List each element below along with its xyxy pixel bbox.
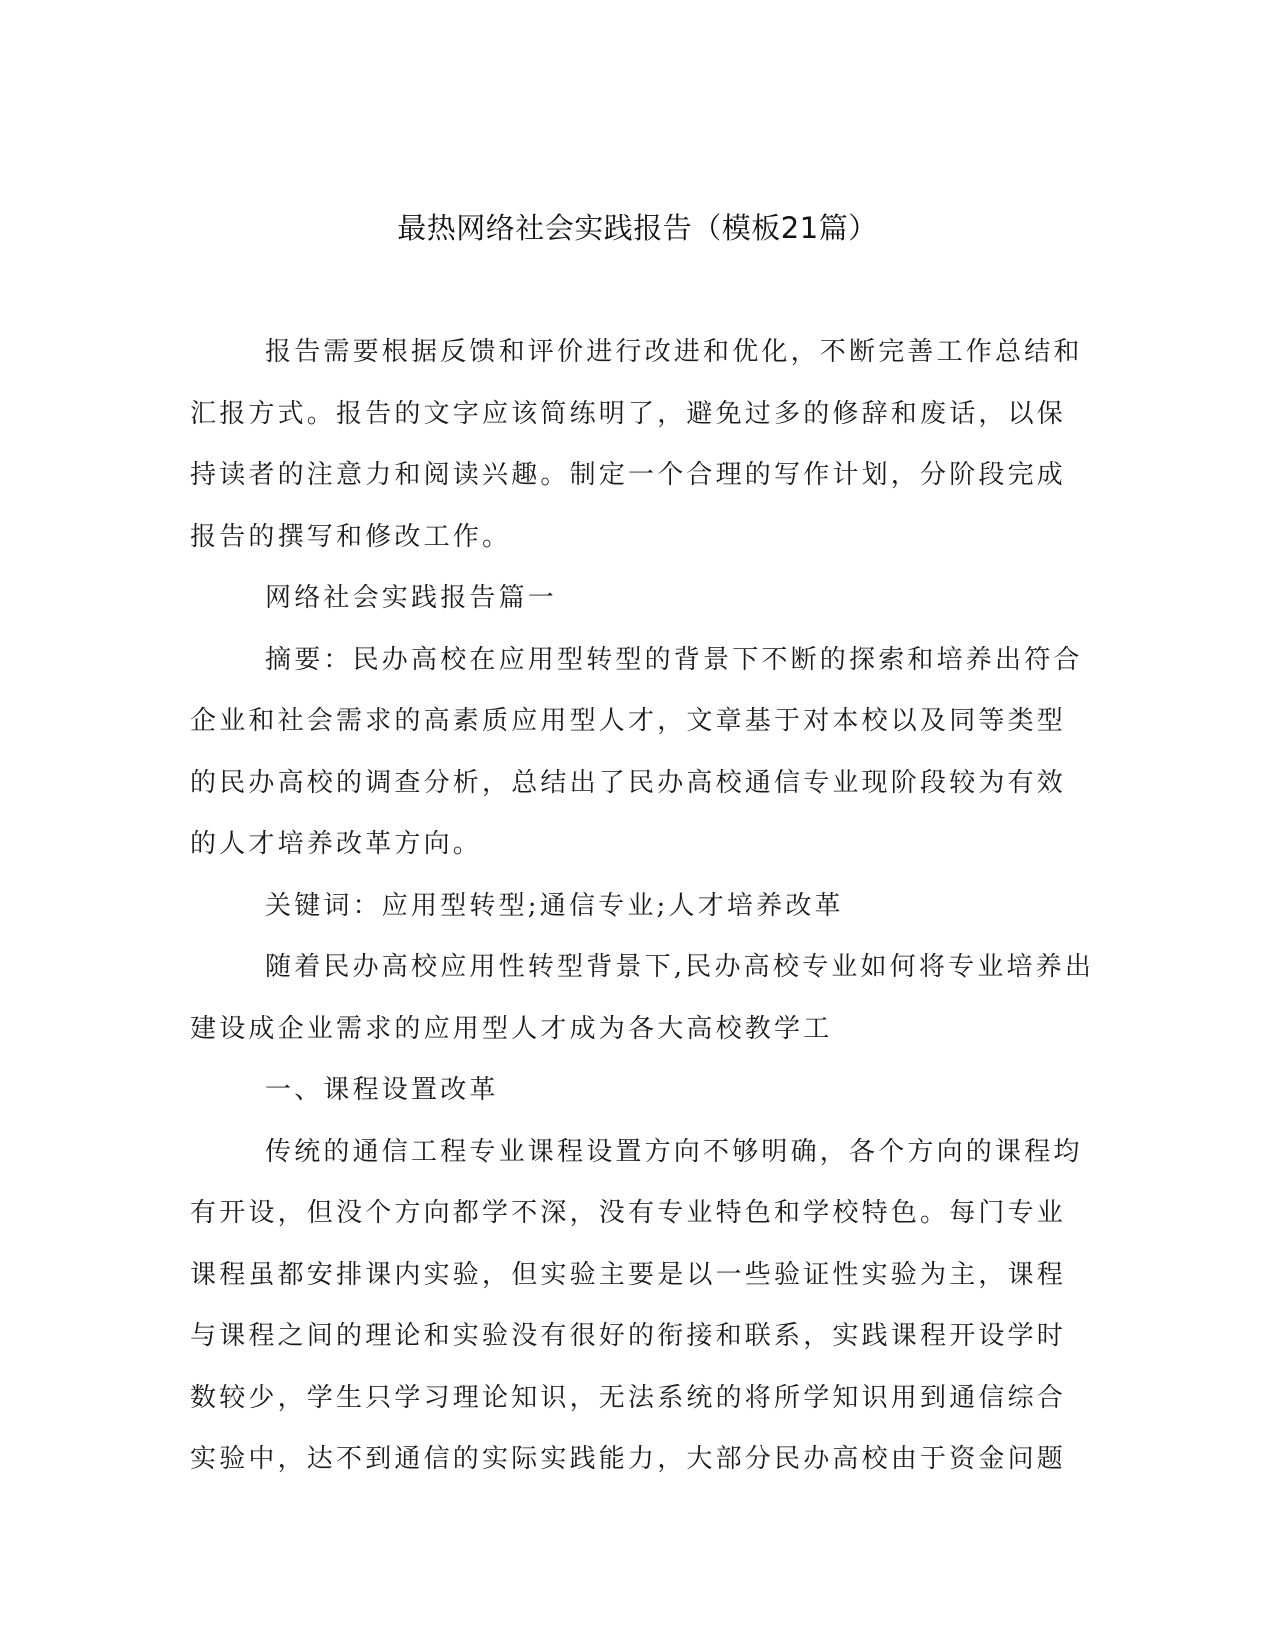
text-line: 汇报方式。报告的文字应该简练明了，避免过多的修辞和废话，以保 — [190, 398, 1067, 429]
document-title: 最热网络社会实践报告（模板21篇） — [397, 211, 878, 245]
text-line: 与课程之间的理论和实验没有很好的衔接和联系，实践课程开设学时 — [190, 1321, 1067, 1351]
text-line: 报告的撰写和修改工作。 — [190, 521, 512, 552]
section-heading — [190, 568, 1095, 630]
text-line: 实验中，达不到通信的实际实践能力，大部分民办高校由于资金问题 — [190, 1444, 1067, 1474]
text-line: 报告需要根据反馈和评价进行改进和优化，不断完善工作总结和 — [265, 337, 1083, 367]
paragraph — [190, 937, 1095, 1060]
text-line: 摘要：民办高校在应用型转型的背景下不断的探索和培养出符合 — [265, 644, 1083, 675]
text-line: 建设成企业需求的应用型人才成为各大高校教学工 — [190, 1013, 833, 1044]
text-line: 课程虽都安排课内实验，但实验主要是以一些验证性实验为主，课程 — [190, 1259, 1067, 1290]
text-line: 企业和社会需求的高素质应用型人才，文章基于对本校以及同等类型 — [190, 706, 1067, 736]
text-line: 网络社会实践报告篇一 — [265, 583, 558, 613]
text-line: 一、课程设置改革 — [265, 1075, 499, 1105]
text-line: 有开设，但没个方向都学不深，没有专业特色和学校特色。每门专业 — [190, 1198, 1067, 1228]
text-line: 持读者的注意力和阅读兴趣。制定一个合理的写作计划，分阶段完成 — [190, 460, 1067, 490]
paragraph — [190, 322, 1095, 568]
text-line: 的民办高校的调查分析，总结出了民办高校通信专业现阶段较为有效 — [190, 767, 1067, 798]
text-line: 数较少，学生只学习理论知识，无法系统的将所学知识用到通信综合 — [190, 1382, 1067, 1413]
document-body — [190, 322, 1095, 1491]
text-line: 传统的通信工程专业课程设置方向不够明确，各个方向的课程均 — [265, 1136, 1083, 1167]
text-line: 的人才培养改革方向。 — [190, 829, 483, 859]
text-line: 随着民办高校应用性转型背景下,民办高校专业如何将专业培养出 — [265, 952, 1095, 982]
text-line: 关键词：应用型转型;通信专业;人才培养改革 — [265, 890, 844, 921]
section-heading — [190, 1060, 1095, 1122]
abstract-paragraph — [190, 630, 1095, 876]
keywords-paragraph — [190, 876, 1095, 938]
paragraph — [190, 1122, 1095, 1491]
